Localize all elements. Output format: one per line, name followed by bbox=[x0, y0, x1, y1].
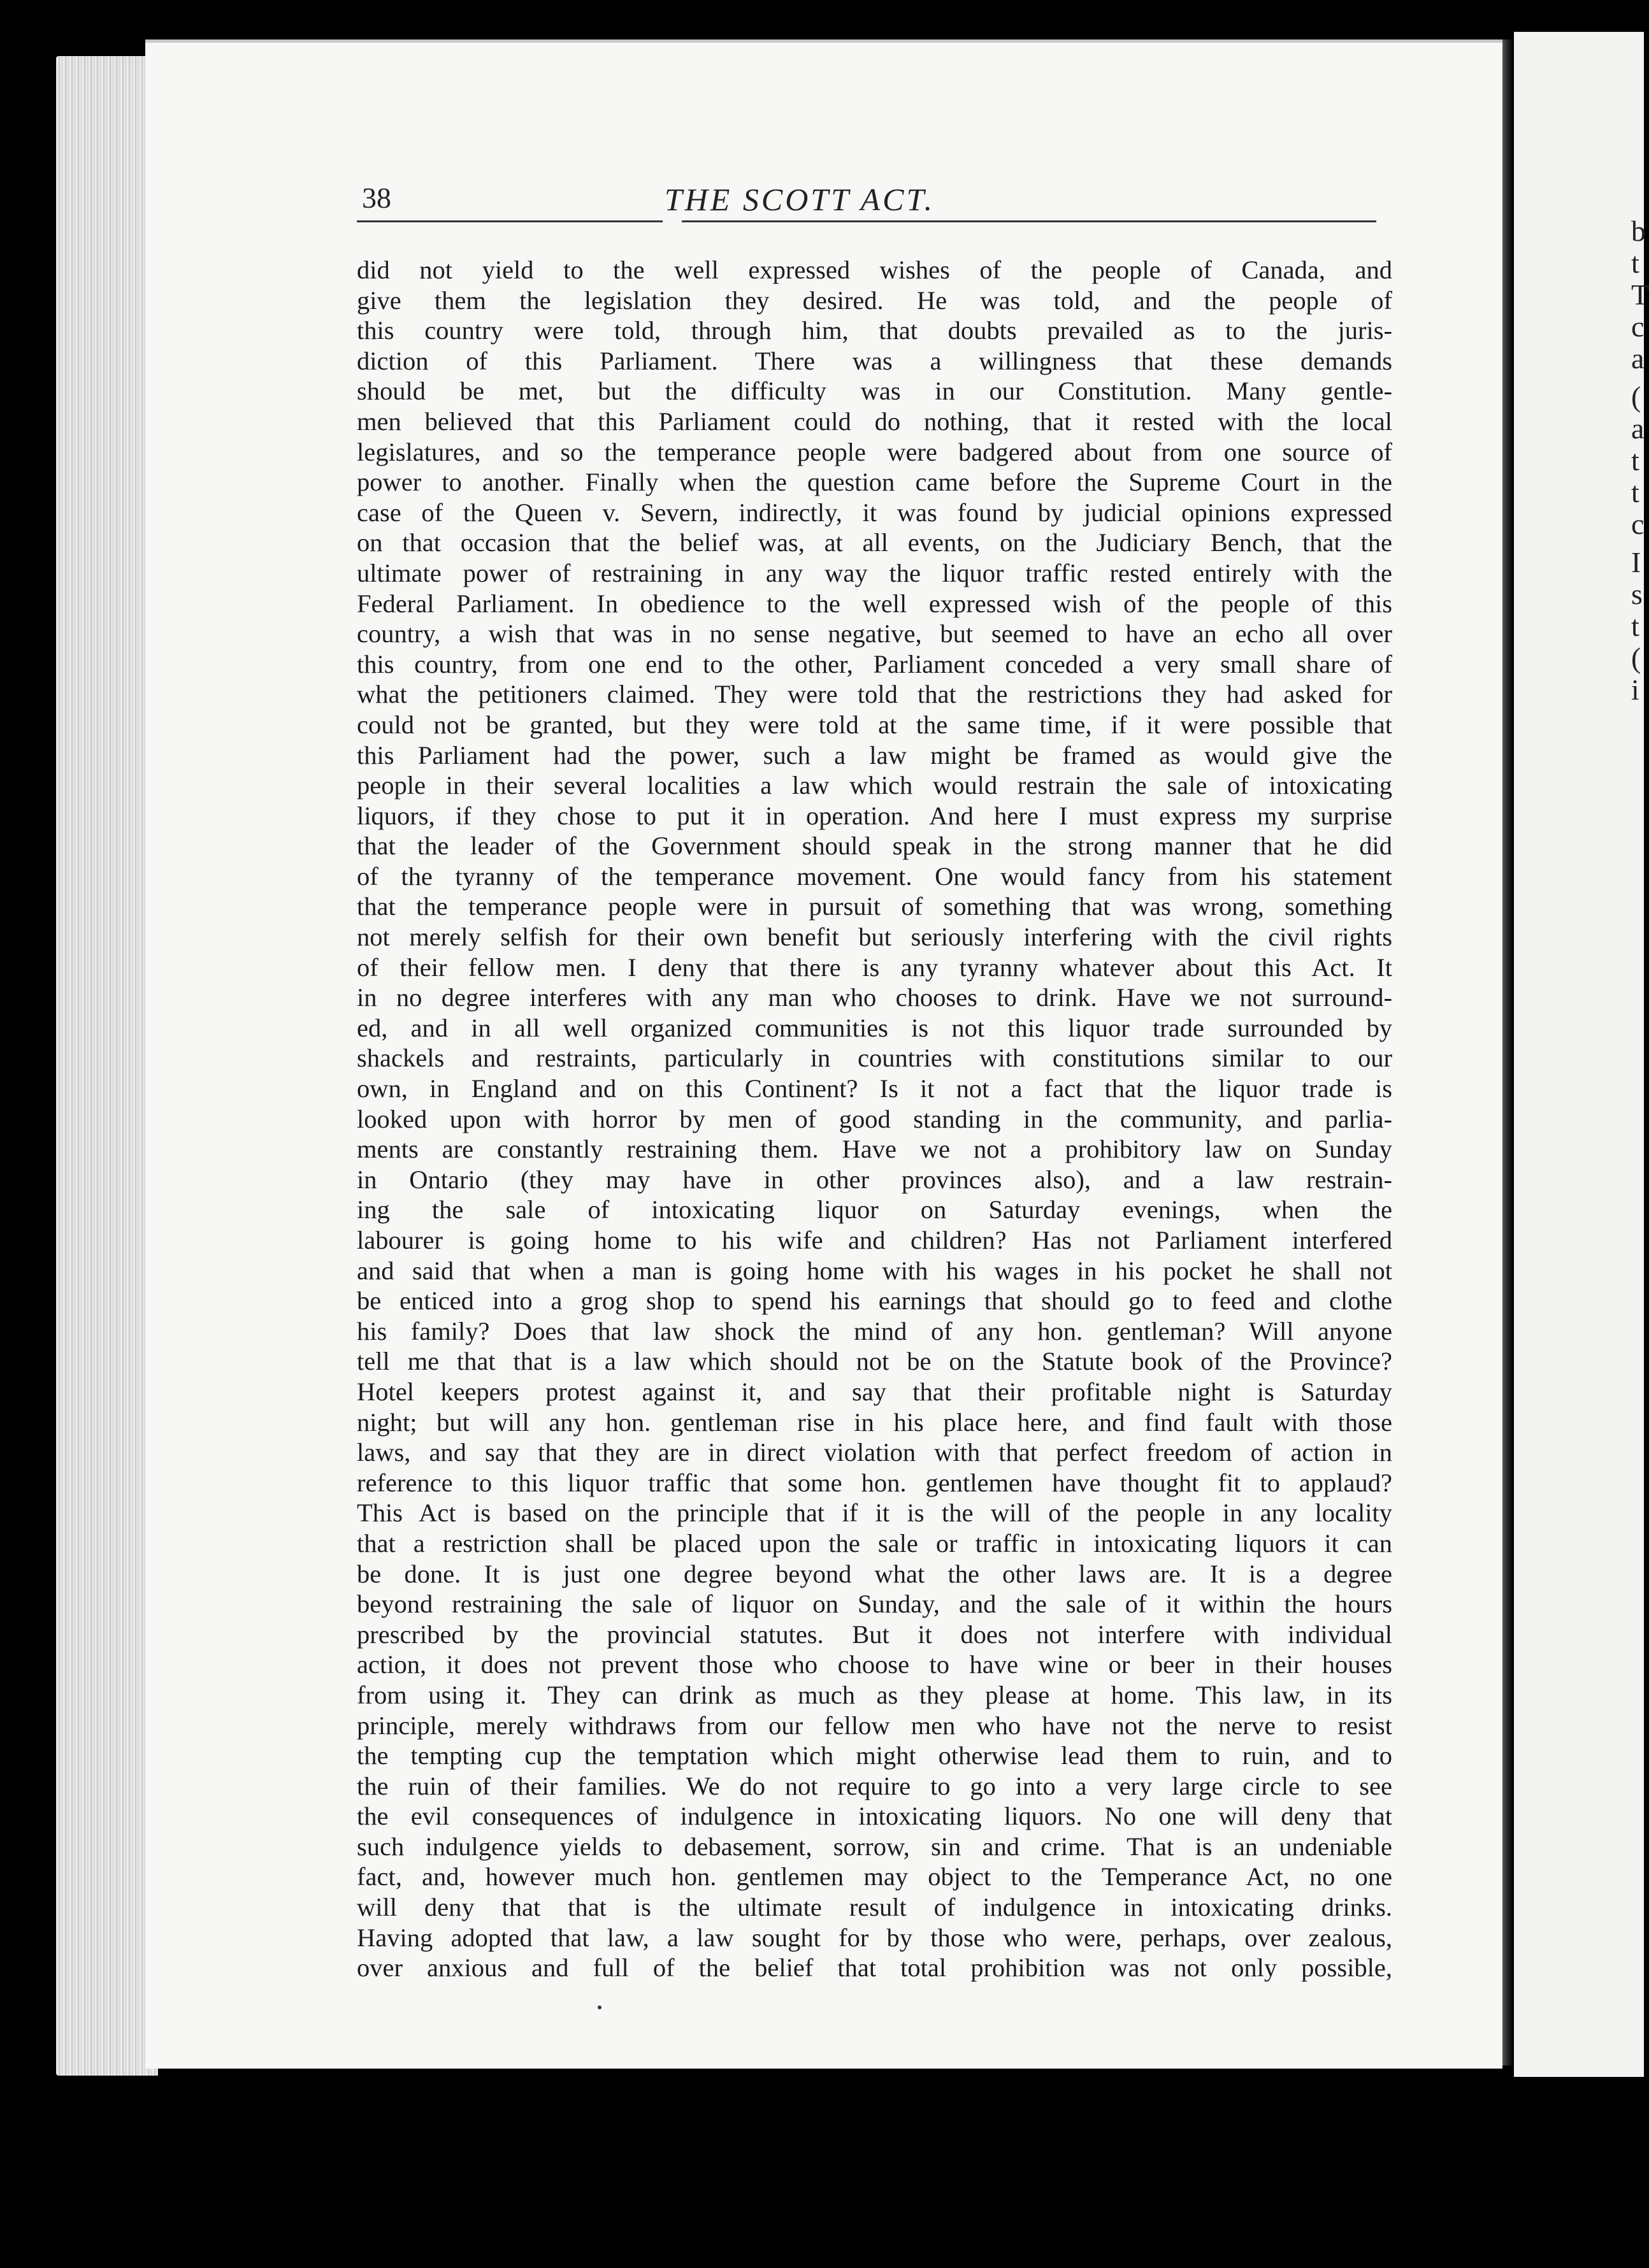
text-line: that the leader of the Government should speak in the strong manner that he did bbox=[357, 831, 1392, 861]
text-line: fact, and, however much hon. gentlemen may object to the Temperance Act, no one bbox=[357, 1862, 1392, 1891]
text-line: of the tyranny of the temperance movement. One would fancy from his statement bbox=[357, 861, 1392, 891]
text-line: tell me that that is a law which should not be on the Statute book of the Province? bbox=[357, 1347, 1392, 1376]
text-line: diction of this Parliament. There was a willingness that these demands bbox=[357, 346, 1392, 375]
text-line: could not be granted, but they were told at the same time, if it were possible that bbox=[357, 710, 1392, 739]
text-line: reference to this liquor traffic that some hon. gentlemen have thought fit to applaud? bbox=[357, 1468, 1392, 1497]
text-line: be enticed into a grog shop to spend his earnings that should go to feed and clothe bbox=[357, 1286, 1392, 1316]
text-line: and said that when a man is going home with his wages in his pocket he shall not bbox=[357, 1256, 1392, 1285]
text-line: did not yield to the well expressed wishes of the people of Canada, and bbox=[357, 255, 1392, 284]
text-line: in Ontario (they may have in other provinces also), and a law restrain- bbox=[357, 1165, 1392, 1194]
text-line: over anxious and full of the belief that total prohibition was not only possible, bbox=[357, 1953, 1392, 1983]
running-title: THE SCOTT ACT. bbox=[664, 182, 935, 217]
text-line: that the temperance people were in pursuit of something that was wrong, something bbox=[357, 892, 1392, 921]
text-line: men believed that this Parliament could do nothing, that it rested with the local bbox=[357, 406, 1392, 436]
text-line: shackels and restraints, particularly in countries with constitutions similar to our bbox=[357, 1044, 1392, 1073]
text-line: ultimate power of restraining in any way the liquor traffic rested entirely with the bbox=[357, 558, 1392, 587]
text-line: action, it does not prevent those who choose to have wine or beer in their houses bbox=[357, 1650, 1392, 1679]
page-edges-stack bbox=[56, 56, 158, 2076]
text-line: be done. It is just one degree beyond what the other laws are. It is a degree bbox=[357, 1559, 1392, 1588]
text-line: power to another. Finally when the question came before the Supreme Court in the bbox=[357, 468, 1392, 497]
book-gutter bbox=[1502, 39, 1514, 2065]
facing-page-fragment: i bbox=[1631, 673, 1639, 706]
text-line: This Act is based on the principle that if it is the will of the people in any locality bbox=[357, 1498, 1392, 1528]
facing-page-fragment: ( bbox=[1631, 642, 1641, 674]
facing-page-fragment: a bbox=[1631, 412, 1645, 445]
body-text bbox=[357, 255, 1392, 1983]
text-line: ments are constantly restraining them. Have we not a prohibitory law on Sunday bbox=[357, 1135, 1392, 1164]
text-line: labourer is going home to his wife and children? Has not Parliament interfered bbox=[357, 1226, 1392, 1254]
header-rule-left bbox=[357, 220, 663, 222]
text-line: night; but will any hon. gentleman rise in his place here, and find fault with those bbox=[357, 1407, 1392, 1437]
text-line: give them the legislation they desired. He was told, and the people of bbox=[357, 285, 1392, 315]
text-line: in no degree interferes with any man who chooses to drink. Have we not surround- bbox=[357, 983, 1392, 1012]
facing-page-fragment: b bbox=[1631, 215, 1646, 247]
text-line: that a restriction shall be placed upon the sale or traffic in intoxicating liquors it can bbox=[357, 1528, 1392, 1558]
text-line: ed, and in all well organized communities is not this liquor trade surrounded by bbox=[357, 1013, 1392, 1042]
text-line: will deny that that is the ultimate result of indulgence in intoxicating drinks. bbox=[357, 1893, 1392, 1922]
text-line: beyond restraining the sale of liquor on Sunday, and the sale of it within the hours bbox=[357, 1590, 1392, 1619]
text-line: Federal Parliament. In obedience to the well expressed wish of the people of this bbox=[357, 589, 1392, 618]
text-line: liquors, if they chose to put it in operation. And here I must express my surprise bbox=[357, 801, 1392, 830]
text-line: from using it. They can drink as much as they please at home. This law, in its bbox=[357, 1680, 1392, 1709]
facing-page-fragment: s bbox=[1631, 578, 1643, 610]
text-line: looked upon with horror by men of good standing in the community, and parlia- bbox=[357, 1104, 1392, 1133]
text-line: Having adopted that law, a law sought for by those who were, perhaps, over zealous, bbox=[357, 1923, 1392, 1952]
text-line: of their fellow men. I deny that there is any tyranny whatever about this Act. It bbox=[357, 952, 1392, 982]
facing-page-fragment: ( bbox=[1631, 380, 1641, 413]
text-line: own, in England and on this Continent? Is it not a fact that the liquor trade is bbox=[357, 1074, 1392, 1103]
ink-speck bbox=[598, 2006, 601, 2009]
facing-page-fragment: c bbox=[1631, 508, 1645, 540]
page-header bbox=[223, 181, 1376, 219]
text-line: ing the sale of intoxicating liquor on Saturday evenings, when the bbox=[357, 1195, 1392, 1224]
facing-page-fragment: T bbox=[1631, 278, 1649, 311]
facing-page-fragment: I bbox=[1631, 546, 1641, 578]
text-line: case of the Queen v. Severn, indirectly, it was found by judicial opinions expressed bbox=[357, 498, 1392, 527]
text-line: country, a wish that was in no sense negative, but seemed to have an echo all over bbox=[357, 619, 1392, 649]
facing-page-fragment: t bbox=[1631, 476, 1639, 508]
page-number: 38 bbox=[362, 182, 391, 214]
text-line: prescribed by the provincial statutes. But it does not interfere with individual bbox=[357, 1619, 1392, 1649]
facing-page-fragment: t bbox=[1631, 444, 1639, 477]
facing-page-fragment: t bbox=[1631, 247, 1639, 279]
header-rule-right bbox=[682, 220, 1376, 222]
text-line: this country, from one end to the other, Parliament conceded a very small share of bbox=[357, 649, 1392, 678]
text-line: the evil consequences of indulgence in intoxicating liquors. No one will deny that bbox=[357, 1802, 1392, 1831]
text-line: the ruin of their families. We do not require to go into a very large circle to see bbox=[357, 1771, 1392, 1800]
facing-page-edge bbox=[1514, 32, 1649, 2077]
text-line: Hotel keepers protest against it, and say that their profitable night is Saturday bbox=[357, 1377, 1392, 1406]
text-line: his family? Does that law shock the mind of any hon. gentleman? Will anyone bbox=[357, 1316, 1392, 1346]
text-line: the tempting cup the temptation which might otherwise lead them to ruin, and to bbox=[357, 1741, 1392, 1770]
text-line: this Parliament had the power, such a law might be framed as would give the bbox=[357, 740, 1392, 770]
facing-page-fragment: c bbox=[1631, 310, 1645, 343]
text-line: people in their several localities a law which would restrain the sale of intoxicating bbox=[357, 771, 1392, 800]
text-line: should be met, but the difficulty was in our Constitution. Many gentle- bbox=[357, 377, 1392, 406]
text-line: laws, and say that they are in direct violation with that perfect freedom of action in bbox=[357, 1438, 1392, 1467]
text-line: such indulgence yields to debasement, sorrow, sin and crime. That is an undeniable bbox=[357, 1832, 1392, 1861]
facing-page-fragment: a bbox=[1631, 342, 1645, 375]
text-line: what the petitioners claimed. They were told that the restrictions they had asked for bbox=[357, 680, 1392, 709]
facing-page-fragment: t bbox=[1631, 610, 1639, 642]
text-line: this country were told, through him, that doubts prevailed as to the juris- bbox=[357, 316, 1392, 345]
text-line: principle, merely withdraws from our fellow men who have not the nerve to resist bbox=[357, 1711, 1392, 1740]
text-line: on that occasion that the belief was, at all events, on the Judiciary Bench, that the bbox=[357, 528, 1392, 557]
text-line: legislatures, and so the temperance people were badgered about from one source of bbox=[357, 437, 1392, 466]
text-line: not merely selfish for their own benefit but seriously interfering with the civil rights bbox=[357, 922, 1392, 952]
